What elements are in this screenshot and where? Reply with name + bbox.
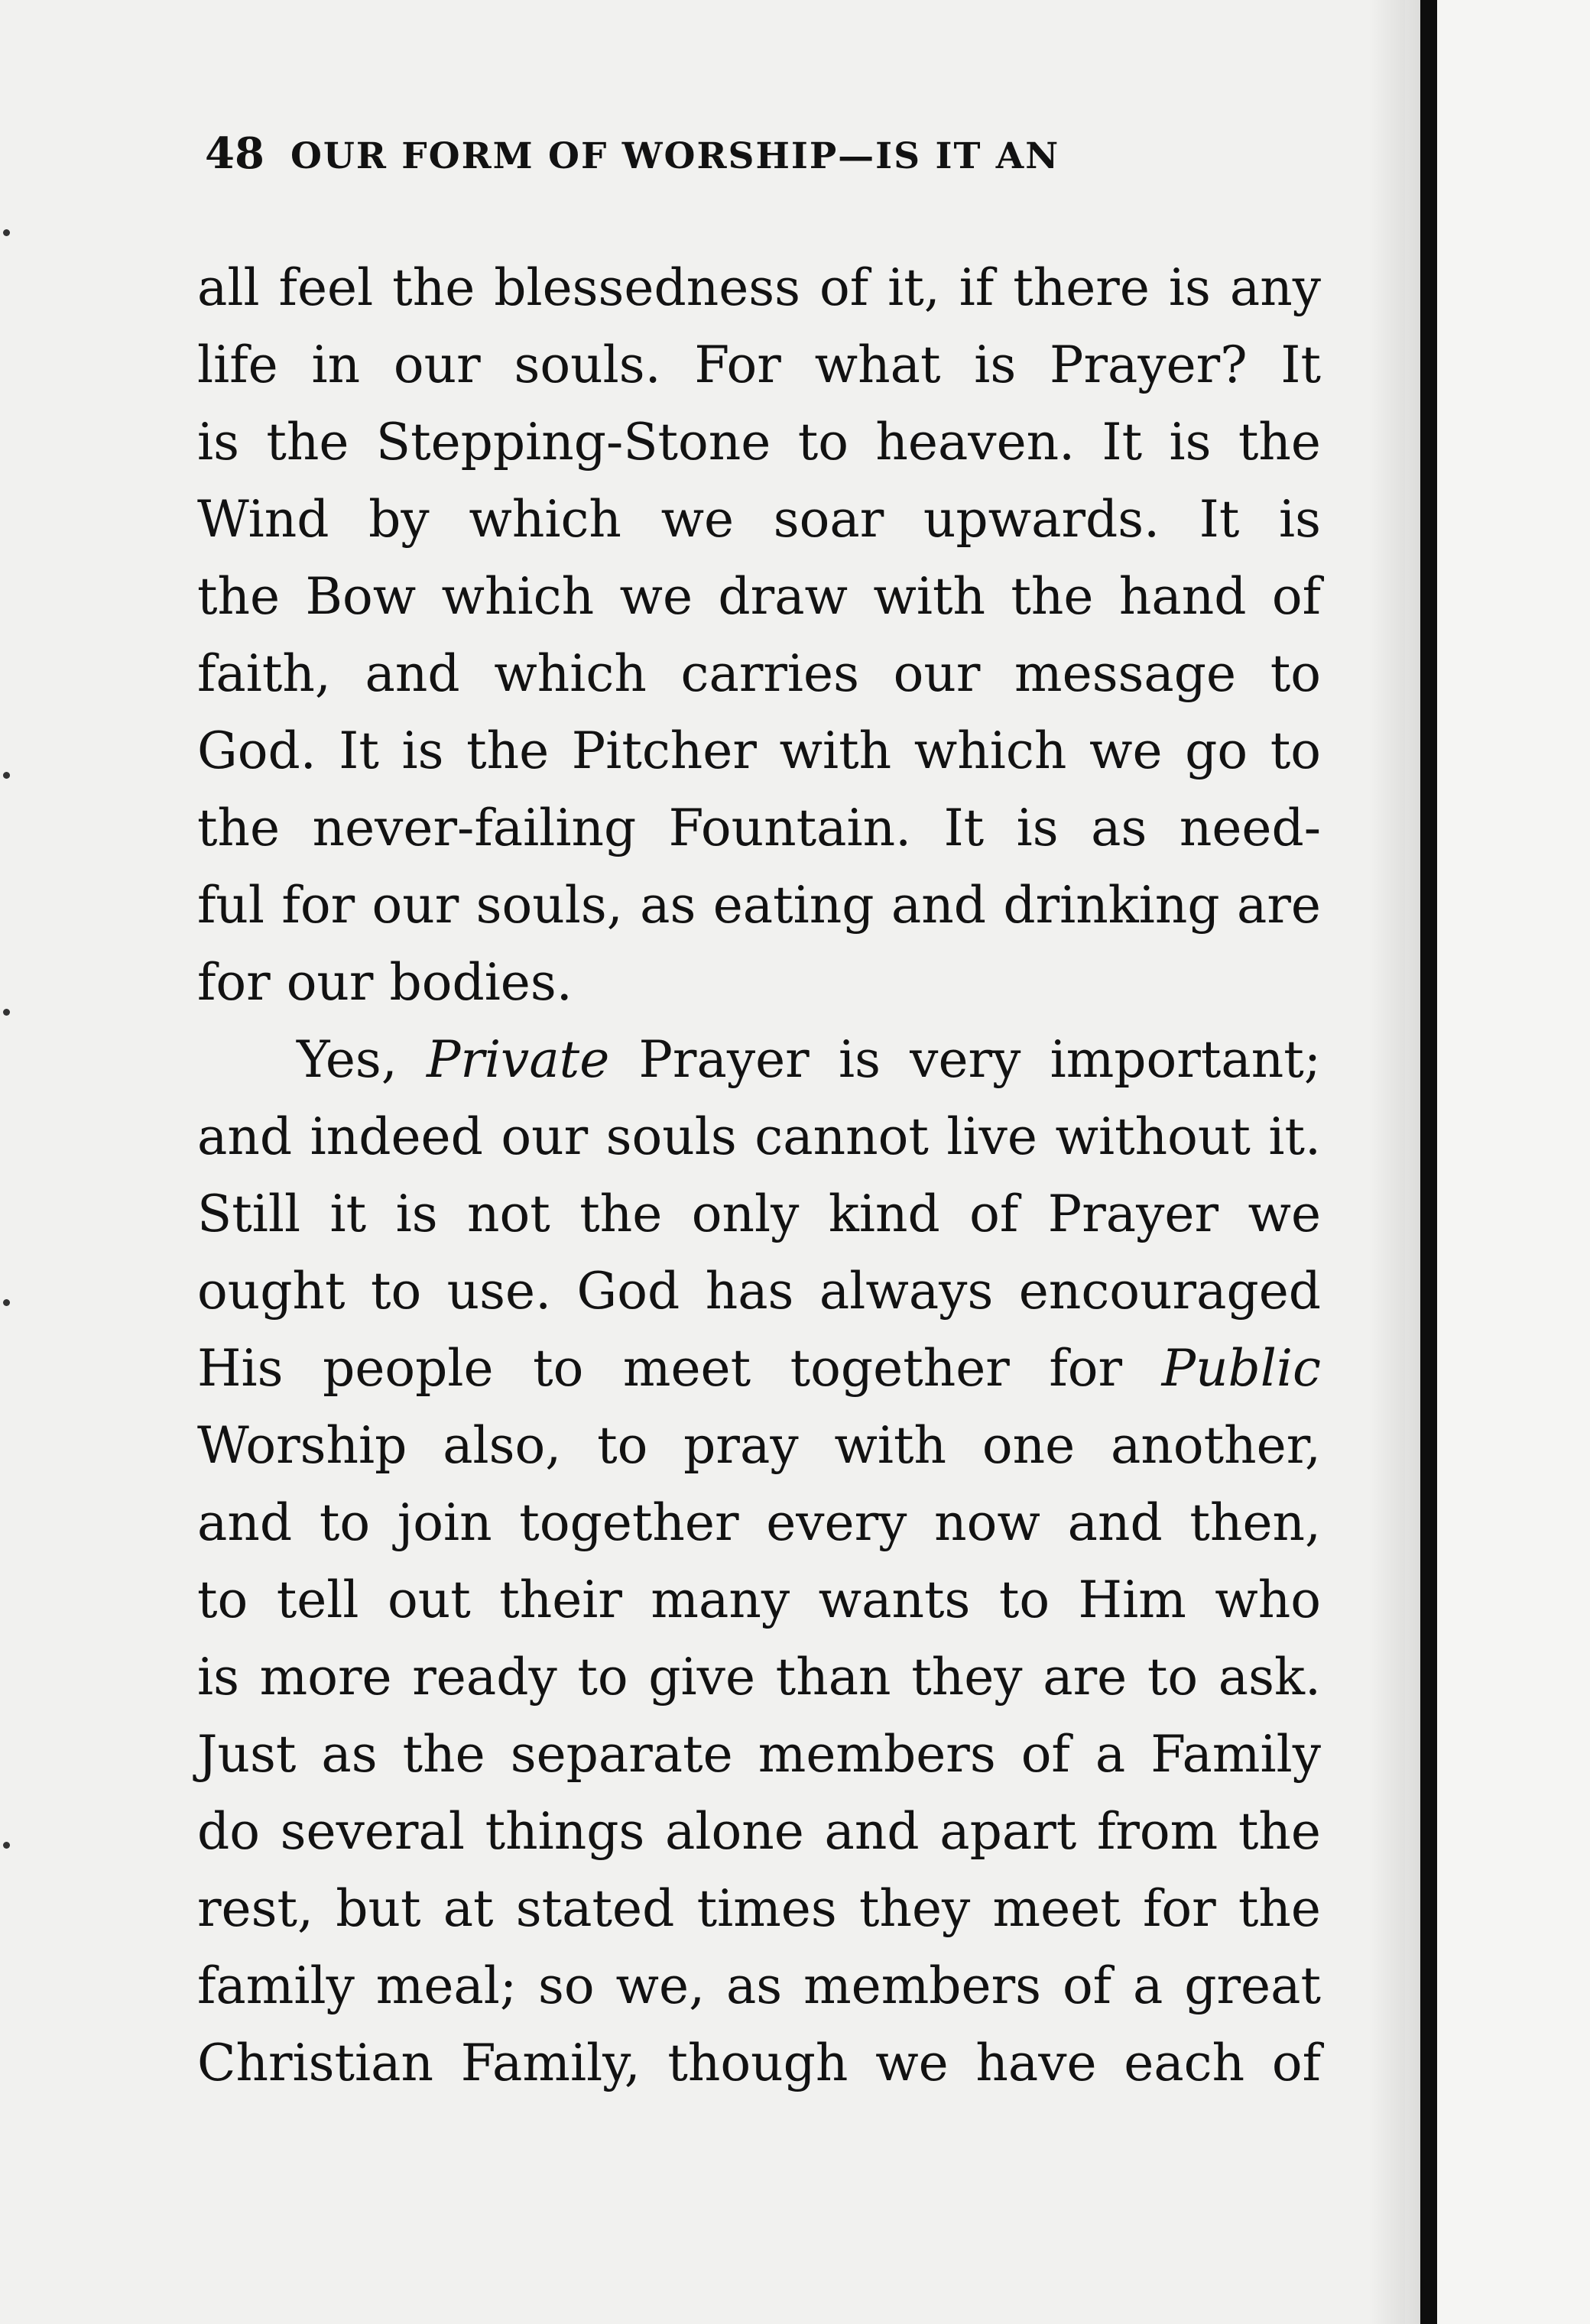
text-run: life in our souls. For what is Prayer? It [197, 335, 1321, 394]
page-number: 48 [205, 128, 264, 179]
text-run: Still it is not the only kind of Prayer we [197, 1185, 1321, 1243]
text-run: His people to meet together for [197, 1339, 1162, 1398]
text-run: ought to use. God has always encouraged [197, 1262, 1321, 1321]
text-run: do several things alone and apart from the [197, 1802, 1321, 1861]
edge-speck [3, 1299, 10, 1306]
text-run: all feel the blessedness of it, if there is any [197, 258, 1321, 317]
text-line [197, 481, 1321, 558]
text-line [197, 789, 1321, 867]
text-run: Yes, [297, 1030, 427, 1089]
text-line [197, 404, 1321, 481]
text-run: for our bodies. [197, 953, 573, 1012]
text-run: and to join together every now and then, [197, 1493, 1321, 1552]
text-line [197, 326, 1321, 404]
text-run: the never-failing Fountain. It is as need- [197, 799, 1321, 857]
text-line [197, 249, 1321, 326]
text-run: rest, but at stated times they meet for the [197, 1879, 1321, 1938]
running-title: OUR FORM OF WORSHIP—IS IT AN [290, 135, 1060, 177]
text-run: and indeed our souls cannot live without it. [197, 1107, 1321, 1166]
edge-speck [3, 229, 10, 236]
text-line [197, 944, 1321, 1021]
text-run: ful for our souls, as eating and drinking are [197, 876, 1321, 935]
gutter-shadow [1368, 0, 1422, 2324]
edge-speck [3, 1009, 10, 1016]
italic-word: Private [426, 1030, 610, 1089]
text-run: faith, and which carries our message to [197, 644, 1321, 703]
italic-word: Public [1161, 1339, 1321, 1398]
text-line [197, 1793, 1321, 1870]
text-line [197, 1021, 1321, 1098]
text-run: God. It is the Pitcher with which we go to [197, 721, 1321, 780]
text-line [197, 1175, 1321, 1253]
text-run: to tell out their many wants to Him who [197, 1570, 1321, 1629]
text-line [197, 1330, 1321, 1407]
text-run: family meal; so we, as members of a great [197, 1956, 1321, 2015]
text-line [197, 1870, 1321, 1947]
text-run: Wind by which we soar upwards. It is [197, 490, 1321, 549]
body-text [197, 249, 1321, 2102]
text-line [197, 558, 1321, 635]
text-line [197, 1407, 1321, 1484]
text-run: is more ready to give than they are to ask. [197, 1648, 1321, 1707]
text-line [197, 2024, 1321, 2102]
running-head [205, 128, 1275, 190]
text-line [197, 1098, 1321, 1175]
book-spine [1420, 0, 1437, 2324]
text-run: Prayer is very important; [609, 1030, 1321, 1089]
edge-speck [3, 1842, 10, 1849]
edge-speck [3, 772, 10, 779]
text-run: is the Stepping-Stone to heaven. It is the [197, 413, 1321, 472]
text-line [197, 1716, 1321, 1793]
text-line [197, 1561, 1321, 1638]
text-line [197, 635, 1321, 712]
text-line [197, 1947, 1321, 2024]
text-run: the Bow which we draw with the hand of [197, 567, 1321, 626]
text-line [197, 1484, 1321, 1561]
text-line [197, 1253, 1321, 1330]
text-run: Just as the separate members of a Family [197, 1725, 1321, 1784]
text-line [197, 867, 1321, 944]
text-line [197, 712, 1321, 789]
text-line [197, 1638, 1321, 1716]
facing-page [1437, 0, 1590, 2324]
text-run: Christian Family, though we have each of [197, 2034, 1321, 2092]
text-run: Worship also, to pray with one another, [197, 1416, 1321, 1475]
